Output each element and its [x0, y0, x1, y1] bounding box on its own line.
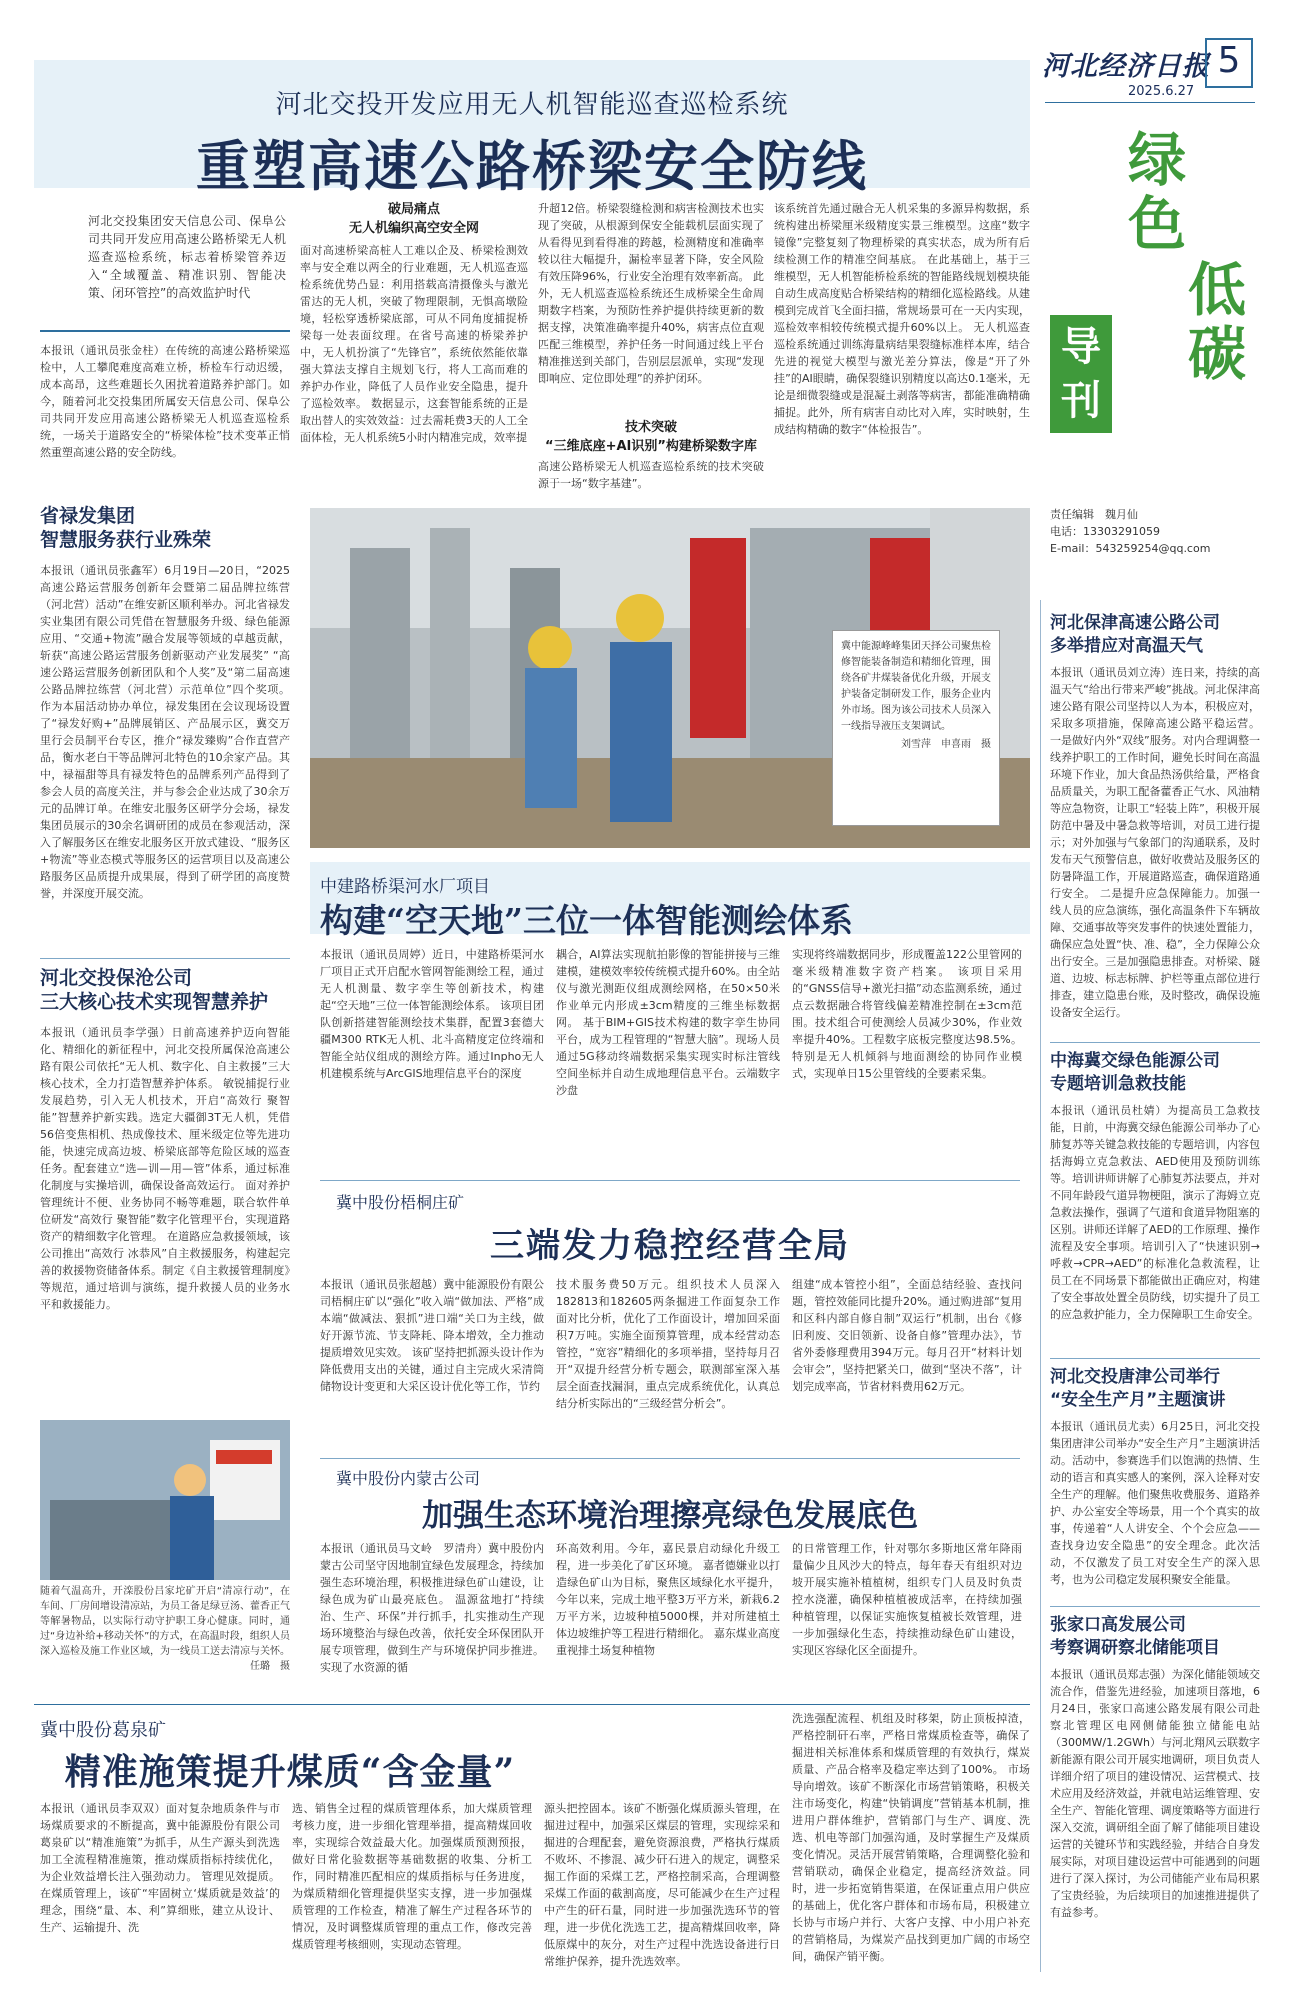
lead-col-3: 升超12倍。桥梁裂缝检测和病害检测技术也实现了突破，从根源到保安全能载机层面实现了从看得见到看得准的跨越，检测精度和准确率较以往大幅提升，漏检率显著下降，安全风险有效压降96%，行业安全治理有效率新高。 此外，无人机巡查巡检系统还生成桥梁全生命周期数字档案，为预防性养护提供持续更新的数据支撑，决策准确率提升40%，病害点位直观匹配三维模型，养护任务一时间通过线上平台精准推送到关部门，告别层层派单，实现“发现即响应、定位即处理”的养护闭环。: [538, 202, 764, 385]
small-photo: [40, 1420, 290, 1580]
right3-body: 本报讯（通讯员尤卖）6月25日，河北交投集团唐津公司举办“安全生产月”主题演讲活动。活动中，参赛选手们以饱满的热情、生动的语言和真实感人的案例，深入诠释对安全生产的理解。他们聚焦收费服务、道路养护、办公室安全等场景，用一个个真实的故事，传递着“人人讲安全、个个会应急——查找身边安全隐患”的安全理念。此次活动，不仅激发了员工对安全生产的深入思考，也为公司稳定发展积聚安全能量。: [1050, 1420, 1260, 1586]
left2-title: 河北交投保沧公司 三大核心技术实现智慧养护: [40, 967, 269, 1013]
story2-kicker: 中建路桥渠河水厂项目: [320, 877, 490, 897]
lead-col-1: 本报讯（通讯员张金柱）在传统的高速公路桥梁巡检中，人工攀爬难度高难立桥，桥检车行动迟缓，成本高昂，这些难题长久困扰着道路养护部门。如今，随着河北交投集团所属安天信息公司、保阜公司共同开发应用高速公路桥梁无人机巡查巡检系统，一场关于道路安全的“桥梁体检”技术变革正悄然重塑高速公路的安全防线。: [40, 344, 290, 459]
story5-col-1: 本报讯（通讯员李双双）面对复杂地质条件与市场煤质要求的不断提高，冀中能源股份有限公司葛泉矿以“精准施策”为抓手，从生产源头到洗选加工全流程精准施策，推动煤质指标持续优化，为企业效益增长注入强劲动力。 管理见效提质。在煤质管理上，该矿“牢固树立‘煤质就是效益’的理念，围绕“量、本、利”算细账，建立从设计、生产、运输提升、洗: [40, 1802, 280, 1934]
paper-name: 河北经济日报: [1042, 51, 1210, 82]
right3-title: 河北交投唐津公司举行 “安全生产月”主题演讲: [1050, 1367, 1226, 1410]
lead-col-3b: 高速公路桥梁无人机巡查巡检系统的技术突破源于一场“数字基建”。: [538, 460, 764, 490]
guide-tag: 导刊: [1061, 323, 1101, 424]
story4-col-3: 的日常管理工作，针对鄂尔多斯地区常年降雨量偏少且风沙大的特点，每年春天有组织对边坡开展实施补植植树，组织专门人员及时负责控水浇灌，确保种植植被成活率，在持续加强种植管理，以保证实施恢复植被长效管理，进一步加强绿化生态，持续推动绿色矿山建设，实现区容绿化区全面提升。: [792, 1542, 1022, 1657]
small-photo-caption-wrap: [40, 1584, 290, 1692]
story5-col-4: 洗选强配流程、机组及时移架，防止顶板掉渣，严格控制矸石率，严格日常煤质检查等，确保了掘进相关标准体系和煤质管理的有效执行，煤炭质量、产品合格率及稳定率达到了100%。 市场导向增效。该矿不断深化市场营销策略，积极关注市场变化，构建“快销调度”营销基本机制，推进用户群体维护，营销部门与生产、调度、洗选、机电等部门加强沟通，及时掌握生产及煤质变化情况。灵活开展营销策略，合理调整化验和营销联动，确保企业稳定，提高经济效益。同时，进一步拓宽销售渠道，在保证重点用户供应的基础上，优化客户群体和市场布局，积极建立长协与市场户并行、大客户支撑、中小用户补充的营销格局，为煤炭产品找到更加广阔的市场空间，确保产销平衡。: [792, 1712, 1030, 1963]
story5-rule: [34, 1704, 1030, 1705]
editor-email: E-mail：543259254@qq.com: [1050, 542, 1211, 555]
left2-body: 本报讯（通讯员李学强）日前高速养护迈向智能化、精细化的新征程中，河北交投所属保沧高速公路有限公司依托“无人机、数字化、自主救援”三大核心技术，全力打造智慧养护体系。 敏锐捕捉行业发展趋势，引入无人机技术，开启“高效行 聚智能”智慧养护新实践。选定大疆御3T无人机，凭借56倍变焦相机、热成像技术、厘米级定位等先进功能，快速完成高边坡、桥梁底部等危险区域的巡查任务。配套建立“选—训—用—管”体系，通过标准化制度与实操培训，确保设备高效运行。 面对养护管理统计不便、业务协同不畅等难题，联合软件单位研发“高效行 聚智能”数字化管理平台，实现道路资产的精细数字化管理。 在道路应急救援领域，该公司推出“高效行 冰恭风”自主救援服务，构建起完善的救援物资储备体系。制定《自主救援管理制度》等规范，通过培训与演练，提升救援人员的业务水平和救援能力。: [40, 1026, 290, 1311]
guide-char-4: 碳: [1188, 320, 1247, 388]
guide-char-3: 低: [1188, 256, 1247, 324]
story2-col-2: 耦合，AI算法实现航拍影像的智能拼接与三维建模，建模效率较传统模式提升60%。由全站仪与激光测距仪组成测绘网格，在50×50米作业单元内形成±3cm精度的三维坐标数据网。 基于BIM+GIS技术构建的数字孪生协同平台，成为工程管理的“智慧大脑”。现场人员通过5G移动终端数据采集实现实时标注管线空间坐标并自动生成地理信息平台。云端数字沙盘: [556, 948, 780, 1097]
editor-name: 责任编辑 魏月仙: [1050, 508, 1138, 521]
lead-title: 重塑高速公路桥梁安全防线: [196, 134, 868, 198]
right2-title: 中海冀交绿色能源公司 专题培训急救技能: [1050, 1051, 1220, 1094]
issue-date: 2025.6.27: [1128, 84, 1195, 99]
right4-title: 张家口高发展公司 考察调研察北储能项目: [1050, 1615, 1220, 1658]
story5-col-2: 选、销售全过程的煤质管理体系，加大煤质管理考核力度，进一步细化管理举措，提高精煤回收率，实现综合效益最大化。加强煤质预测预报，做好日常化验数据等基础数据的收集、分析工作，同时精准匹配相应的煤质指标与任务进度，为煤质精细化管理提供坚实支撑，进一步加强煤质管理的工作检查，精准了解生产过程各环节的情况，及时调整煤质管理的重点工作，修改完善煤质管理考核细则，实现动态管理。: [292, 1802, 532, 1951]
story3-title: 三端发力稳控经营全局: [490, 1226, 850, 1266]
lead-col-2: 面对高速桥梁高桩人工难以企及、桥梁检测效率与安全难以两全的行业难题，无人机巡查巡检系统优势凸显：利用搭载高清摄像头与激光雷达的无人机，突破了物理限制，无惧高墩险境，轻松穿透桥梁底部，可从不同角度捕捉桥梁每一处表面纹理。在省号高速的桥梁养护中，无人机扮演了“先锋官”，系统依然能依靠强大算法支撑自主规划飞行，将人工高而难的养护办作业，降低了人员作业安全隐患，提升了巡检效率。 数据显示，这套智能系统的正是取出替人的实效效益：过去需耗费3天的人工全面体检，无人机系统5小时内精准完成，效率提: [300, 244, 528, 444]
story4-rule: [320, 1458, 1020, 1459]
story5-kicker: 冀中股份葛泉矿: [40, 1720, 166, 1741]
story5-title: 精准施策提升煤质“含金量”: [64, 1751, 516, 1793]
story3-rule: [320, 1180, 1020, 1181]
main-photo-caption-box: [832, 630, 1000, 826]
guide-char-1: 绿: [1128, 126, 1187, 194]
header-rule: [1045, 102, 1255, 103]
right1-body: 本报讯（通讯员刘立涛）连日来，持续的高温天气“给出行带来严峻”挑战。河北保津高速公路有限公司坚持以人为本，积极应对，采取多项措施，保障高速公路平稳运营。 一是做好内外“双线”服务。对内合理调整一线养护职工的工作时间，避免长时间在高温环境下作业，加大食品热汤供给量，严格食品质量关，为职工配备藿香正气水、风油精等应急物资，让职工“轻装上阵”，积极开展防范中暑及中暑急救等培训，对员工进行提示；对外加强与气象部门的沟通联系，及时发布天气预警信息，做好收费站及服务区的防暑降温工作，开展道路巡查，确保道路通行安全。 二是提升应急保障能力。加强一线人员的应急演练，强化高温条件下车辆故障、交通事故等突发事件的快速处置能力，确保应急处置“快、准、稳”，全力保障公众出行安全。三是加强隐患排查。对桥梁、隧道、边坡、标志标牌、护栏等重点部位进行排查，建立隐患台账，及时整改，确保设施设备安全运行。: [1050, 666, 1260, 1019]
left-divider-1: [40, 958, 290, 959]
right-col-divider: [1040, 600, 1041, 1972]
story4-col-2: 环高效利用。今年，嘉民景启动绿化升级工程，进一步美化了矿区环境。 嘉者德嫌业以打造绿色矿山为目标，聚焦区域绿化水平提升，今年以来，完成土地平整3万平方米，新栽6.2万平方米，边坡种植5000棵，并对所建植土体边坡维护等工程进行精细化。 嘉东煤业高度重视排土场复种植物: [556, 1542, 780, 1657]
right4-body: 本报讯（通讯员郑志强）为深化储能领域交流合作，借鉴先进经验，加速项目落地，6月24日，张家口高速公路发展有限公司赴察北管理区电网侧储能独立储能电站（300MW/1.2GWh）与河北翔风云联数字新能源有限公司开展实地调研，项目负责人详细介绍了项目的建设情况、运营模式、技术应用及经济效益，并就电站运维管理、安全生产、智能化管理、调度策略等方面进行深入交流，调研组全面了解了储能项目建设运营的关键环节和实践经验，并结合自身发展实际，对项目建设运营中可能遇到的问题进行了深入探讨，为公司储能产业布局积累了宝贵经验，为后续项目的加速推进提供了有益参考。: [1050, 1668, 1260, 1919]
page-number: 5: [1217, 40, 1241, 81]
right-divider-2: [1050, 1358, 1260, 1359]
story2-col-1: 本报讯（通讯员周婷）近日，中建路桥渠河水厂项目正式开启配水管网智能测绘工程，通过无人机测量、数字孪生等创新技术，构建起“空天地”三位一体智能测绘体系。 该项目团队创新搭建智能测绘技术集群，配置3套德大疆M300 RTK无人机、北斗高精度定位终端和智能全站仪组成的测绘方阵。通过Inpho无人机建模系统与ArcGIS地理信息平台的深度: [320, 948, 544, 1080]
lead-subhead-2: 技术突破 “三维底座+AI识别”构建桥梁数字库: [545, 420, 757, 454]
right-divider-1: [1050, 1042, 1260, 1043]
story3-col-1: 本报讯（通讯员张超越）冀中能源股份有限公司梧桐庄矿以“强化”收入端“做加法、严格”成本端“做减法、狠抓”进口端“关口为主线，做好开源节流、节支降耗、降本增效，全力推动提质增效见实效。 该矿坚持把抓源头设计作为降低费用支出的关键，通过自主完成火采清筒储物设计变更和大采区设计优化等工作，节约: [320, 1278, 544, 1393]
lead-subhead-1: 破局痛点 无人机编织高空安全网: [348, 202, 479, 236]
small-photo-credit: 任璐 摄: [250, 1661, 290, 1672]
main-photo-caption: 冀中能源峰峰集团天择公司聚焦检修智能装备制造和精细化管理，围绕各矿井煤装备优化升级，开展支护装备定制研发工作，服务企业内外市场。图为该公司技术人员深入一线指导液压支架调试。: [841, 641, 991, 732]
right1-title: 河北保津高速公路公司 多举措应对高温天气: [1050, 613, 1220, 656]
story4-col-1: 本报讯（通讯员马文岭 罗清舟）冀中股份内蒙古公司坚守因地制宜绿色发展理念，持续加强生态环境治理，积极推进绿色矿山建设，让绿色成为矿山最亮底色。 温源盆地打“持续治、生产、环保”并行抓手，扎实推动生产现场环境整治与绿色改善，依托安全环保团队开展专项管理，做到生产与环境保护同步推进。实现了水资源的循: [320, 1542, 544, 1674]
worker-scene-illustration: [40, 1420, 290, 1580]
story3-col-2: 技术服务费50万元。组织技术人员深入182813和182605两条掘进工作面复杂工作面对比分析，优化了工作面设计，增加回采面积7万吨。实施全面预算管理，成本经营动态管控，“宽容”精细化的多项举措，坚持每月召开“双提升经营分析专题会，联测部室深入基层全面查找漏洞，重点完成系统优化，认真总结分析实际出的“三级经营分析会”。: [556, 1278, 780, 1410]
editor-phone: 电话：13303291059: [1050, 525, 1160, 538]
main-photo-credit: 刘雪萍 申喜雨 摄: [901, 739, 991, 750]
lead-summary: 河北交投集团安天信息公司、保阜公司共同开发应用高速公路桥梁无人机巡查巡检系统，标志着桥梁管养迈入“全域覆盖、精准识别、智能决策、闭环管控”的高效监护时代: [88, 214, 286, 300]
story4-title: 加强生态环境治理擦亮绿色发展底色: [422, 1498, 918, 1534]
lead-summary-rule: [40, 330, 290, 332]
story2-title: 构建“空天地”三位一体智能测绘体系: [320, 901, 853, 940]
lead-col-4: 该系统首先通过融合无人机采集的多源异构数据，系统构建出桥梁厘米级精度实景三维模型。这座“数字镜像”完整复刻了物理桥梁的真实状态，成为所有后续检测工作的精准空间基底。 在此基础上，基于三维模型，无人机智能桥检系统的智能路线规划模块能自动生成高度贴合桥梁结构的精细化巡检路线。从建模到完成首飞全面扫描，常规场景可在一天内实现，巡检效率相较传统模式提升60%以上。 无人机巡查巡检系统通过训练海量病结果裂缝标准样本库，结合先进的视觉大模型与激光差分算法，像是“开了外挂”的AI眼睛，确保裂缝识别精度以高达0.1毫米，无论是细微裂缝或是混凝土剥落等病害，都能准确精确捕捉。此外，所有病害自动比对入库，实时映射，生成结构精确的数字“体检报告”。: [774, 202, 1030, 436]
guide-char-2: 色: [1128, 190, 1187, 258]
story2-col-3: 实现将终端数据同步，形成覆盖122公里管网的毫米级精准数字资产档案。 该项目采用的“GNSS信导+激光扫描”动态监测系统，通过点云数据融合将管线偏差精准控制在±3cm范围。技术组合可使测绘人员减少30%，作业效率提升40%。工程数字底板完整度达98.5%。特别是无人机倾斜与地面测绘的协同作业模式，实现单日15公里管线的全要素采集。: [792, 948, 1022, 1080]
small-photo-caption: 随着气温高升，开滦股份吕家坨矿开启“清凉行动”，在车间、厂房间增设清凉站，为员工备足绿豆汤、藿香正气等解暑物品，以实际行动守护职工身心健康。同时，通过“身边补给+移动关怀”的方式，在高温时段，组织人员深入巡检及施工作业区域，为一线员工送去清凉与关怀。: [40, 1586, 290, 1657]
story3-col-3: 组建“成本管控小组”，全面总结经验、查找问题，管控效能同比提升20%。通过购进部“复用和区科内部自修自制”双运行”机制，出台《修旧利废、交旧领新、设备自修”管理办法》，节省外委修理费用394万元。每月召开“材料计划会审会”，坚持把紧关口，做到“坚决不落”，计划完成率高，节省材料费用62万元。: [792, 1278, 1022, 1393]
left1-body: 本报讯（通讯员张鑫军）6月19日—20日，“2025高速公路运营服务创新年会暨第二届品牌拉练营（河北营）活动”在维安新区顺利举办。河北省禄发实业集团有限公司凭借在智慧服务升级、绿色能源应用、“交通+物流”融合发展等领域的卓越贡献，斩获“高速公路运营服务创新驱动产业发展奖” “高速公路运营服务创新团队和个人奖”及“第二届高速公路品牌拉练营（河北营）示范单位”四个奖项。 作为本届活动协办单位，禄发集团在会议现场设置了“禄发好购+”品牌展销区、产品展示区，冀交万里行会员制平台专区，推介“禄发臻购”合作直营产品，衡水老白干等品牌河北特色的10余家产品。其中，禄福甜等具有禄发特色的品牌系列产品得到了参会人员的高度关注，并与参会企业达成了30余万元的品牌订单。在维安北服务区研学分会场，禄发集团员展示的30余名调研团的成员在参观活动，深入了解服务区在维安北服务区开放式建设、“服务区+物流”等业态模式等服务区的运营项目以及高速公路服务区品质提升成果展，得到了研学团的高度赞誉，并深度开展交流。: [40, 564, 290, 900]
right-divider-3: [1050, 1606, 1260, 1607]
story4-kicker: 冀中股份内蒙古公司: [336, 1469, 481, 1488]
lead-kicker: 河北交投开发应用无人机智能巡查巡检系统: [275, 90, 789, 120]
right2-body: 本报讯（通讯员杜婧）为提高员工急救技能，日前，中海冀交绿色能源公司举办了心肺复苏等关键急救技能的专题培训，内容包括海姆立克急救法、AED使用及预防训练等。培训讲师讲解了心肺复苏法要点，并对不同年龄段气道异物梗阻，演示了海姆立克急救法操作，强调了气道和食道异物阻塞的区别。讲师还详解了AED的工作原理、操作流程及安全事项。培训引入了“快速识别→呼救→CPR→AED”的标准化急救流程，让员工在不同场景下都能做出正确应对，构建了安全事故处置全员防线，切实提升了员工的应急救护能力，全力保障职工生命安全。: [1050, 1104, 1260, 1321]
story5-col-3: 源头把控固本。该矿不断强化煤质源头管理，在掘进过程中，加强采区煤层的管理，实现综采和掘进的合理配套，避免资源浪费，严格执行煤质不败坏、不掺混、减少矸石进入的规定，调整采掘工作面的采煤工艺，严格控制采高，合理调整采煤工作面的截割高度，尽可能减少在生产过程中产生的矸石量，同时进一步加强洗选环节的管理，进一步优化洗选工艺，提高精煤回收率，降低原煤中的灰分，对生产过程中洗选设备进行日常维护保养，提升洗选效率。: [544, 1802, 780, 1968]
left1-title: 省禄发集团 智慧服务获行业殊荣: [40, 505, 212, 551]
story3-kicker: 冀中股份梧桐庄矿: [336, 1193, 465, 1212]
